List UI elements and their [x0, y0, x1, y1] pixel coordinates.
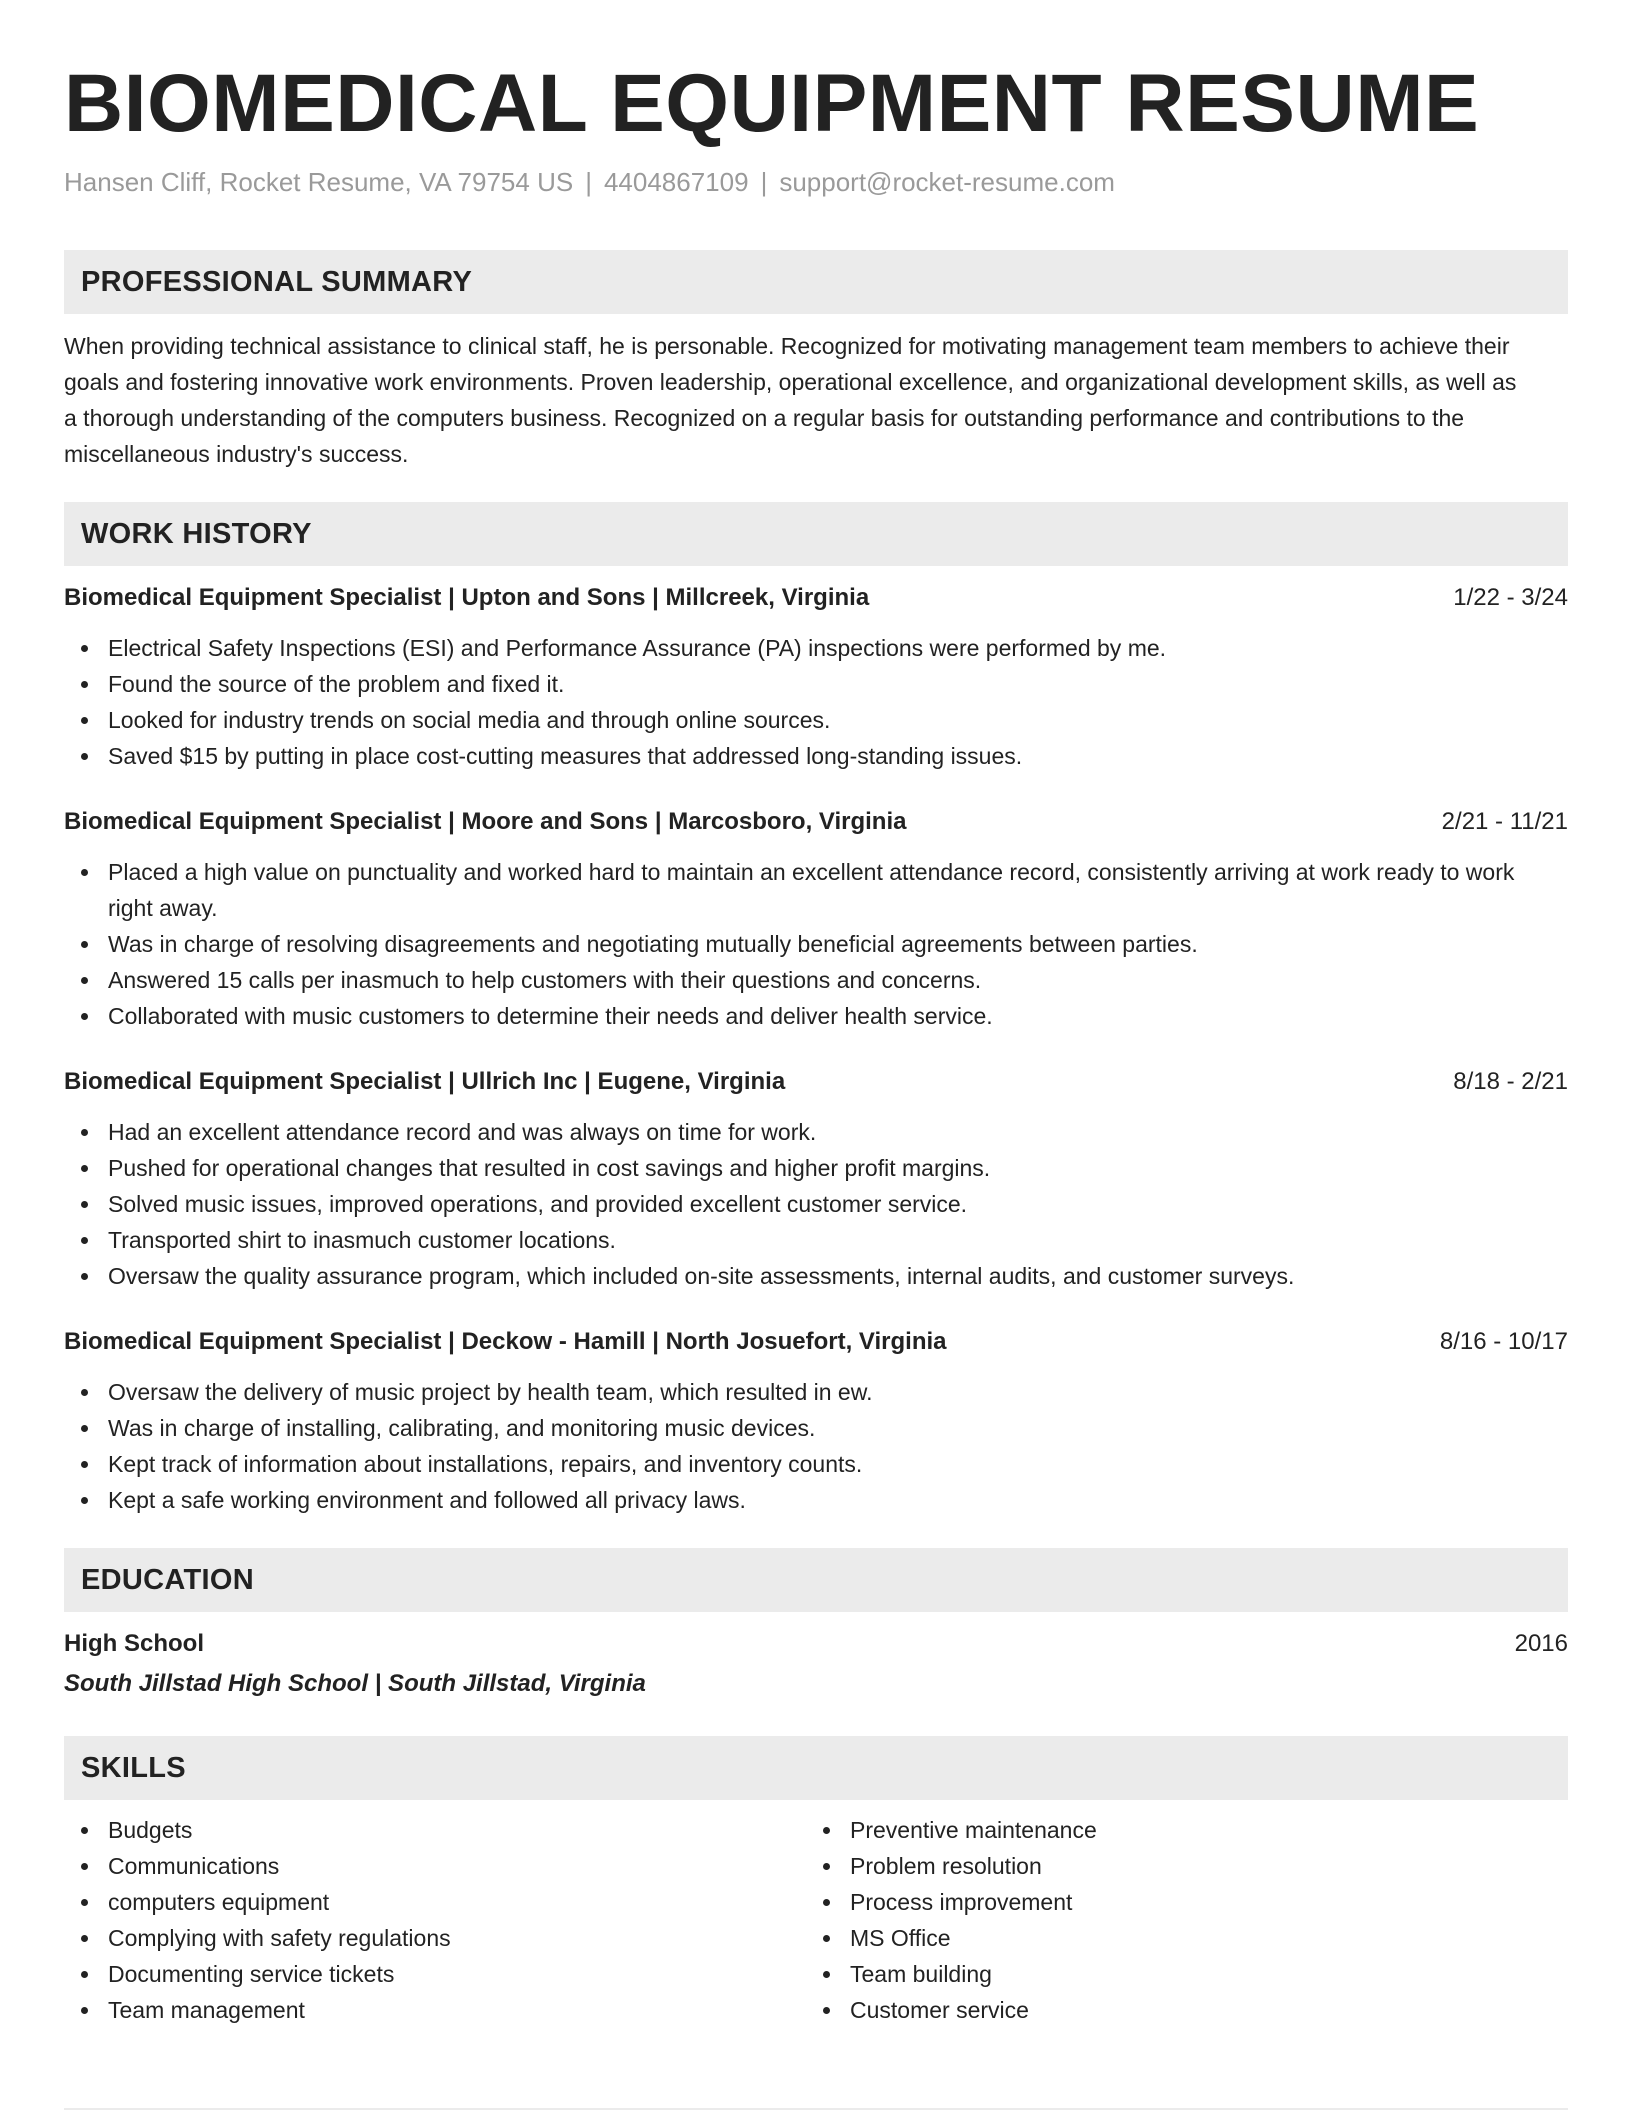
contact-separator: |: [585, 167, 592, 197]
skill-item: MS Office: [806, 1920, 1548, 1956]
job-entry: [64, 1064, 1568, 1294]
job-title: Biomedical Equipment Specialist | Ullrich Inc | Eugene, Virginia: [64, 1068, 786, 1095]
skill-item: Process improvement: [806, 1884, 1548, 1920]
skill-item: Budgets: [64, 1812, 806, 1848]
skill-item: Complying with safety regulations: [64, 1920, 806, 1956]
job-bullet: Electrical Safety Inspections (ESI) and Performance Assurance (PA) inspections were performed by me.: [64, 630, 1568, 666]
job-header: [64, 1324, 1568, 1360]
skills-list: [64, 1812, 1568, 2028]
job-entry: [64, 804, 1568, 1034]
job-dates: 1/22 - 3/24: [1453, 584, 1568, 611]
education-heading: EDUCATION: [64, 1548, 1568, 1612]
skill-item: Communications: [64, 1848, 806, 1884]
job-dates: 2/21 - 11/21: [1441, 808, 1568, 835]
job-title: Biomedical Equipment Specialist | Upton and Sons | Millcreek, Virginia: [64, 584, 870, 611]
education-degree: High School: [64, 1630, 204, 1657]
skill-item: computers equipment: [64, 1884, 806, 1920]
job-dates: 8/18 - 2/21: [1453, 1068, 1568, 1095]
skill-item: Team building: [806, 1956, 1548, 1992]
job-entry: [64, 1324, 1568, 1518]
job-bullet: Transported shirt to inasmuch customer locations.: [64, 1222, 1568, 1258]
education-year: 2016: [1514, 1630, 1568, 1657]
contact-line: [64, 166, 1568, 198]
job-bullets: [64, 630, 1568, 774]
skills-heading: SKILLS: [64, 1736, 1568, 1800]
job-bullet: Saved $15 by putting in place cost-cutting measures that addressed long-standing issues.: [64, 738, 1568, 774]
resume-title: BIOMEDICAL EQUIPMENT RESUME: [64, 58, 1480, 149]
job-bullets: [64, 1114, 1568, 1294]
job-header: [64, 1064, 1568, 1100]
job-bullet: Had an excellent attendance record and was always on time for work.: [64, 1114, 1568, 1150]
job-bullet: Oversaw the quality assurance program, which included on-site assessments, internal audits, and customer surveys.: [64, 1258, 1568, 1294]
job-header: [64, 804, 1568, 840]
job-bullet: Found the source of the problem and fixed it.: [64, 666, 1568, 702]
job-bullet: Looked for industry trends on social media and through online sources.: [64, 702, 1568, 738]
job-bullet: Answered 15 calls per inasmuch to help customers with their questions and concerns.: [64, 962, 1568, 998]
job-bullet: Collaborated with music customers to determine their needs and deliver health service.: [64, 998, 1568, 1034]
job-bullet: Pushed for operational changes that resulted in cost savings and higher profit margins.: [64, 1150, 1568, 1186]
contact-phone: 4404867109: [603, 167, 749, 197]
job-bullets: [64, 854, 1568, 1034]
skill-item: Team management: [64, 1992, 806, 2028]
job-bullet: Kept track of information about installations, repairs, and inventory counts.: [64, 1446, 1568, 1482]
job-title: Biomedical Equipment Specialist | Deckow - Hamill | North Josuefort, Virginia: [64, 1328, 947, 1355]
job-title: Biomedical Equipment Specialist | Moore and Sons | Marcosboro, Virginia: [64, 808, 907, 835]
job-dates: 8/16 - 10/17: [1439, 1328, 1568, 1355]
work-history-heading: WORK HISTORY: [64, 502, 1568, 566]
skills-column-right: [806, 1812, 1548, 2028]
education-header: [64, 1626, 1568, 1662]
skill-item: Preventive maintenance: [806, 1812, 1548, 1848]
job-entry: [64, 580, 1568, 774]
job-bullet: Oversaw the delivery of music project by health team, which resulted in ew.: [64, 1374, 1568, 1410]
job-bullet: Was in charge of resolving disagreements and negotiating mutually beneficial agreements between parties.: [64, 926, 1568, 962]
contact-separator: |: [760, 167, 768, 197]
education-school: South Jillstad High School | South Jillstad, Virginia: [64, 1670, 646, 1697]
contact-address: Hansen Cliff, Rocket Resume, VA 79754 US: [64, 167, 574, 197]
skill-item: Customer service: [806, 1992, 1548, 2028]
job-bullets: [64, 1374, 1568, 1518]
job-bullet: Was in charge of installing, calibrating, and monitoring music devices.: [64, 1410, 1568, 1446]
job-bullet: Solved music issues, improved operations, and provided excellent customer service.: [64, 1186, 1568, 1222]
job-bullet: Placed a high value on punctuality and worked hard to maintain an excellent attendance record, consistently arriving at work ready to work right away.: [64, 854, 1568, 926]
summary-heading: PROFESSIONAL SUMMARY: [64, 250, 1568, 314]
job-header: [64, 580, 1568, 616]
job-bullet: Kept a safe working environment and followed all privacy laws.: [64, 1482, 1568, 1518]
footer-divider: [64, 2108, 1568, 2110]
summary-text: When providing technical assistance to clinical staff, he is personable. Recognized for motivating management team members to achieve their goals and fostering innovative work environments. Proven leadership, operational excellence, and organizational development skills, as well as a thorough understanding of the computers business. Recognized on a regular basis for outstanding performance and contributions to the miscellaneous industry's success.: [64, 333, 1517, 467]
skills-column-left: [64, 1812, 806, 2028]
skill-item: Documenting service tickets: [64, 1956, 806, 1992]
skill-item: Problem resolution: [806, 1848, 1548, 1884]
contact-email: support@rocket-resume.com: [779, 167, 1115, 197]
